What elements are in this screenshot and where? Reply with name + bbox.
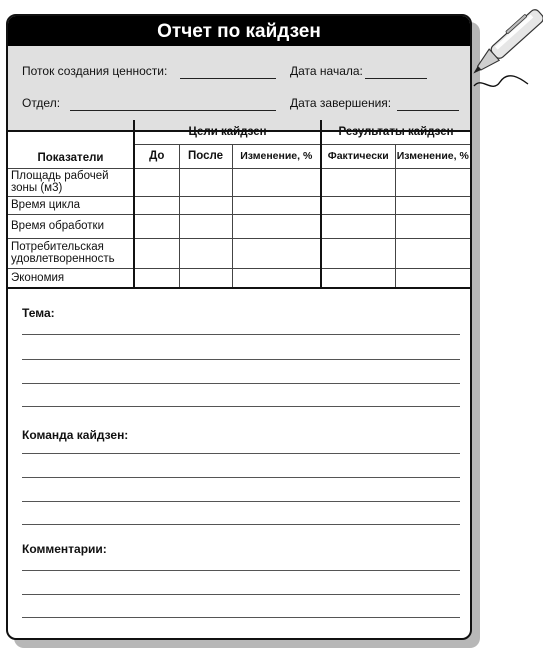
- department-field[interactable]: [70, 110, 276, 111]
- table-cell[interactable]: [395, 214, 470, 238]
- table-row: [8, 168, 470, 196]
- table-row: [8, 214, 470, 238]
- team-label: Команда кайдзен:: [22, 428, 129, 442]
- table-cell[interactable]: [232, 238, 321, 268]
- topic-label: Тема:: [22, 306, 55, 320]
- comments-line[interactable]: [22, 570, 460, 571]
- value-stream-field[interactable]: [180, 78, 276, 79]
- team-line[interactable]: [22, 453, 460, 454]
- goals-header: Цели кайдзен: [134, 120, 321, 144]
- table-cell[interactable]: [179, 268, 232, 288]
- table-cell[interactable]: [232, 168, 321, 196]
- team-line[interactable]: [22, 501, 460, 502]
- start-date-field[interactable]: [365, 78, 427, 79]
- department-label: Отдел:: [22, 96, 61, 110]
- table-cell[interactable]: [395, 168, 470, 196]
- topic-line[interactable]: [22, 334, 460, 335]
- kaizen-metrics-table: [8, 120, 470, 289]
- kaizen-report-form: [6, 14, 472, 640]
- row-label: Потребительская удовлетворенность: [8, 238, 134, 268]
- table-cell[interactable]: [179, 238, 232, 268]
- table-row: [8, 238, 470, 268]
- end-date-field[interactable]: [397, 110, 459, 111]
- comments-line[interactable]: [22, 594, 460, 595]
- change-header: Изменение, %: [232, 144, 321, 168]
- table-cell[interactable]: [232, 268, 321, 288]
- actual-header: Фактически: [321, 144, 395, 168]
- after-header: После: [179, 144, 232, 168]
- table-cell[interactable]: [232, 214, 321, 238]
- table-cell[interactable]: [321, 268, 395, 288]
- table-cell[interactable]: [134, 196, 179, 214]
- value-stream-label: Поток создания ценности:: [22, 64, 168, 78]
- pen-icon: [462, 0, 543, 95]
- team-line[interactable]: [22, 524, 460, 525]
- table-cell[interactable]: [134, 268, 179, 288]
- end-date-label: Дата завершения:: [290, 96, 392, 110]
- before-header: До: [134, 144, 179, 168]
- start-date-label: Дата начала:: [290, 64, 363, 78]
- row-label: Экономия: [8, 268, 134, 288]
- topic-line[interactable]: [22, 406, 460, 407]
- topic-line[interactable]: [22, 383, 460, 384]
- indicators-header: Показатели: [8, 120, 134, 168]
- row-label: Площадь рабочей зоны (м3): [8, 168, 134, 196]
- row-label: Время цикла: [8, 196, 134, 214]
- result-change-header: Изменение, %: [395, 144, 470, 168]
- table-cell[interactable]: [321, 238, 395, 268]
- table-cell[interactable]: [395, 196, 470, 214]
- table-row: [8, 268, 470, 288]
- topic-line[interactable]: [22, 359, 460, 360]
- table-cell[interactable]: [232, 196, 321, 214]
- comments-label: Комментарии:: [22, 542, 107, 556]
- table-cell[interactable]: [321, 214, 395, 238]
- table-cell[interactable]: [134, 168, 179, 196]
- table-cell[interactable]: [179, 196, 232, 214]
- table-cell[interactable]: [134, 214, 179, 238]
- form-title: Отчет по кайдзен: [8, 16, 470, 46]
- table-cell[interactable]: [179, 168, 232, 196]
- table-row: [8, 196, 470, 214]
- team-line[interactable]: [22, 477, 460, 478]
- table-cell[interactable]: [321, 168, 395, 196]
- results-header: Результаты кайдзен: [321, 120, 470, 144]
- table-cell[interactable]: [134, 238, 179, 268]
- table-cell[interactable]: [179, 214, 232, 238]
- table-cell[interactable]: [395, 268, 470, 288]
- comments-line[interactable]: [22, 617, 460, 618]
- table-cell[interactable]: [395, 238, 470, 268]
- row-label: Время обработки: [8, 214, 134, 238]
- table-cell[interactable]: [321, 196, 395, 214]
